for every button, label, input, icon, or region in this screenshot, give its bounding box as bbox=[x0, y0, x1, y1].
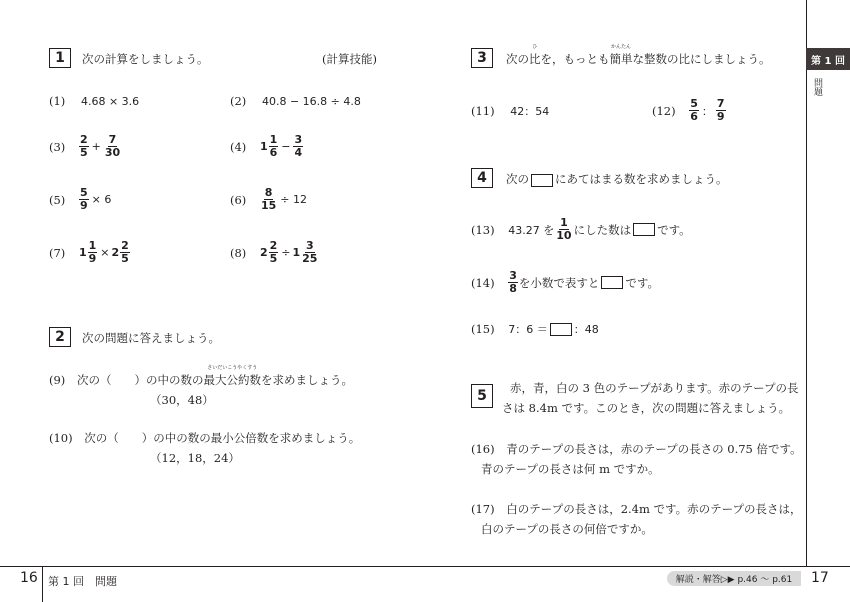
section-3-text-mid: を，もっとも bbox=[540, 52, 610, 66]
problem-9-ruby-reading: さいだいこうやくすう bbox=[207, 365, 258, 371]
section-3-ruby-1-text: 比 bbox=[529, 52, 541, 66]
section-1-tag: (計算技能) bbox=[322, 52, 377, 66]
side-tab bbox=[806, 48, 850, 70]
problem-8-whole-a: 2 bbox=[259, 246, 268, 259]
section-1-number: 1 bbox=[49, 48, 71, 68]
problem-15-text-pre: 7：6 ＝ bbox=[508, 323, 548, 336]
problem-7-fraction-b: $\frac{2}{5}$ bbox=[121, 239, 129, 265]
problem-5 bbox=[49, 187, 113, 212]
footer-left-title: 第 1 回 問題 bbox=[48, 575, 117, 588]
problem-10-numbers: （12，18，24） bbox=[150, 451, 240, 465]
problem-12-fraction-b: $\frac{7}{9}$ bbox=[716, 97, 725, 123]
problem-15-text-post: ：48 bbox=[573, 323, 599, 336]
problem-7-fraction-a: $\frac{1}{9}$ bbox=[88, 239, 97, 265]
problem-6 bbox=[230, 187, 309, 212]
problem-11-label: (11) bbox=[471, 104, 495, 118]
footer-left-page-number: 16 bbox=[20, 570, 38, 586]
problem-17-line-2: 白のテープの長さの何倍ですか。 bbox=[481, 522, 653, 536]
section-5-number: 5 bbox=[471, 384, 493, 408]
section-5-line-1: 赤，青，白の 3 色のテープがあります。赤のテープの長 bbox=[510, 381, 799, 395]
problem-13-text-post: です。 bbox=[657, 222, 691, 237]
problem-8 bbox=[230, 240, 319, 265]
problem-17-label: (17) bbox=[471, 502, 495, 516]
section-3-ruby-1-reading: ひ bbox=[532, 44, 538, 50]
problem-7-whole-a: 1 bbox=[78, 246, 87, 259]
problem-4-whole-a: 1 bbox=[259, 140, 268, 153]
footer-rule bbox=[0, 566, 850, 567]
footer-reference-pill bbox=[667, 571, 801, 586]
problem-13-text-mid: にした数は bbox=[573, 222, 632, 237]
problem-12 bbox=[652, 98, 727, 123]
problem-7-operator: × bbox=[100, 246, 110, 259]
problem-2-expr: 40.8 − 16.8 ÷ 4.8 bbox=[261, 95, 361, 108]
problem-15-label: (15) bbox=[471, 322, 495, 336]
side-tab-border bbox=[806, 0, 807, 566]
problem-3-fraction-a: $\frac{2}{5}$ bbox=[79, 133, 88, 159]
problem-14-text-post: です。 bbox=[625, 275, 660, 290]
problem-8-fraction-b: $\frac{3}{25}$ bbox=[302, 239, 318, 265]
problem-12-fraction-a: $\frac{5}{6}$ bbox=[690, 97, 698, 123]
problem-8-whole-b: 1 bbox=[292, 246, 301, 259]
problem-5-label: (5) bbox=[49, 192, 66, 207]
problem-10-text: 次の（ ）の中の数の最小公倍数を求めましょう。 bbox=[84, 431, 361, 445]
problem-11 bbox=[471, 103, 549, 119]
problem-10-label: (10) bbox=[49, 431, 73, 445]
section-1-instruction: 次の計算をしましょう。 bbox=[82, 52, 209, 66]
side-tab-sub: 問題 bbox=[812, 78, 822, 96]
problem-3-operator: + bbox=[91, 140, 101, 153]
problem-4-fraction-a: $\frac{1}{6}$ bbox=[269, 133, 278, 159]
section-5-line-2: さは 8.4m です。このとき，次の問題に答えましょう。 bbox=[502, 401, 791, 415]
section-4-text-pre: 次の bbox=[506, 172, 529, 186]
section-4-number: 4 bbox=[471, 168, 493, 188]
problem-5-operator: × 6 bbox=[91, 193, 112, 206]
problem-8-label: (8) bbox=[230, 245, 247, 260]
section-3-ruby-2-text: 簡単 bbox=[609, 52, 633, 66]
problem-6-operator: ÷ 12 bbox=[280, 193, 307, 206]
problem-4-fraction-b: $\frac{3}{4}$ bbox=[294, 133, 303, 159]
problem-2-label: (2) bbox=[230, 94, 247, 108]
problem-13 bbox=[471, 217, 691, 242]
problem-9-text-post: を求めましょう。 bbox=[260, 373, 353, 387]
problem-13-blank-box bbox=[633, 223, 655, 236]
problem-11-expr: 42：54 bbox=[510, 105, 550, 118]
section-4-text-post: にあてはまる数を求めましょう。 bbox=[555, 172, 728, 186]
problem-6-fraction-a: $\frac{8}{15}$ bbox=[260, 186, 277, 212]
problem-8-operator: ÷ bbox=[281, 246, 291, 259]
problem-13-label: (13) bbox=[471, 222, 495, 237]
problem-14-blank-box bbox=[601, 276, 623, 289]
problem-16-label: (16) bbox=[471, 442, 495, 456]
problem-14-fraction: $\frac{3}{8}$ bbox=[509, 269, 517, 295]
problem-1-expr: 4.68 × 3.6 bbox=[80, 95, 140, 108]
footer-right-page-number: 17 bbox=[811, 570, 829, 586]
section-3-ruby-1 bbox=[529, 44, 541, 67]
problem-14-text-mid: を小数で表すと bbox=[518, 275, 600, 290]
section-3-text-post: な整数の比にしましょう。 bbox=[632, 52, 771, 66]
problem-4 bbox=[230, 134, 304, 159]
problem-9-label: (9) bbox=[49, 373, 66, 387]
problem-7-whole-b: 2 bbox=[111, 246, 120, 259]
problem-16-line-1: 青のテープの長さは，赤のテープの長さの 0.75 倍です。 bbox=[506, 442, 802, 456]
section-4-instruction bbox=[506, 171, 728, 187]
problem-9-ruby bbox=[203, 365, 261, 388]
section-3-ruby-2-reading: かんたん bbox=[610, 44, 632, 50]
problem-9 bbox=[49, 365, 353, 388]
problem-17 bbox=[471, 501, 802, 517]
problem-16 bbox=[471, 441, 802, 457]
problem-2 bbox=[230, 94, 361, 108]
section-2-number: 2 bbox=[49, 327, 71, 347]
problem-13-fraction: $\frac{1}{10}$ bbox=[556, 216, 572, 242]
problem-4-operator: − bbox=[281, 140, 291, 153]
problem-12-separator: ： bbox=[701, 104, 713, 118]
side-tab-title: 第 1 回 bbox=[811, 55, 845, 67]
problem-7 bbox=[49, 240, 131, 265]
footer-left-divider bbox=[42, 566, 43, 602]
problem-9-ruby-text: 最大公約数 bbox=[203, 373, 261, 387]
problem-14 bbox=[471, 270, 659, 295]
section-2-instruction: 次の問題に答えましょう。 bbox=[82, 331, 220, 345]
problem-3-label: (3) bbox=[49, 139, 66, 154]
problem-9-numbers: （30，48） bbox=[150, 393, 214, 407]
problem-14-label: (14) bbox=[471, 275, 495, 290]
problem-13-text-pre: 43.27 を bbox=[508, 223, 555, 237]
section-3-number: 3 bbox=[471, 48, 493, 68]
problem-5-fraction-a: $\frac{5}{9}$ bbox=[79, 186, 88, 212]
problem-15 bbox=[471, 321, 599, 337]
problem-12-label: (12) bbox=[652, 103, 676, 118]
problem-7-label: (7) bbox=[49, 245, 66, 260]
problem-3 bbox=[49, 134, 122, 159]
section-4-blank-box bbox=[531, 174, 553, 187]
problem-15-blank-box bbox=[550, 323, 572, 336]
problem-3-fraction-b: $\frac{7}{30}$ bbox=[104, 133, 121, 159]
section-3-text-pre: 次の bbox=[506, 52, 529, 66]
section-3-ruby-2 bbox=[609, 44, 633, 67]
problem-8-fraction-a: $\frac{2}{5}$ bbox=[269, 239, 278, 265]
footer-reference-text: 解説・解答▷▶ p.46 〜 p.61 bbox=[675, 575, 793, 585]
problem-4-label: (4) bbox=[230, 139, 247, 154]
problem-1 bbox=[49, 94, 139, 108]
problem-6-label: (6) bbox=[230, 192, 247, 207]
problem-9-text-pre: 次の（ ）の中の数の bbox=[76, 373, 204, 387]
problem-10 bbox=[49, 430, 360, 446]
problem-17-line-1: 白のテープの長さは，2.4m です。赤のテープの長さは， bbox=[506, 502, 802, 516]
section-3-instruction bbox=[506, 44, 771, 67]
problem-1-label: (1) bbox=[49, 94, 66, 108]
problem-16-line-2: 青のテープの長さは何 m ですか。 bbox=[481, 462, 660, 476]
